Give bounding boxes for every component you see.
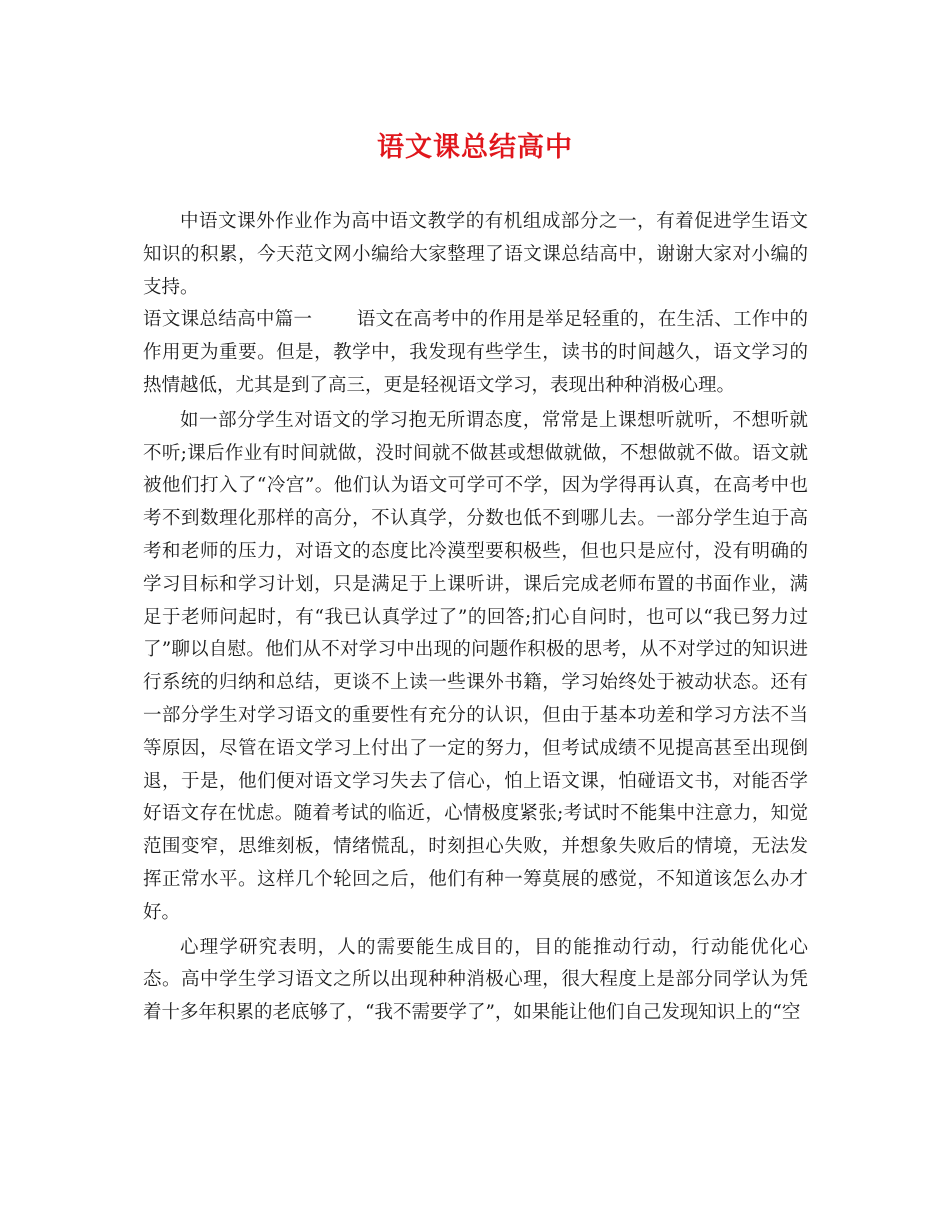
- section-heading: 语文课总结高中篇一: [143, 309, 313, 331]
- paragraph-psychology: 心理学研究表明，人的需要能生成目的，目的能推动行动，行动能优化心态。高中学生学习语文之所以出现种种消极心理，很大程度上是部分同学认为凭着十多年积累的老底够了，“我不需要学了”，如果能让他们自己发现知识上的“空: [143, 936, 808, 1024]
- section-one-text: 语文在高考中的作用是举足轻重的，在生活、工作中的作用更为重要。但是，教学中，我发现有些学生，读书的时间越久，语文学习的热情越低，尤其是到了高三，更是轻视语文学习，表现出种种消极心理。: [143, 309, 808, 396]
- paragraph-attitudes: 如一部分学生对语文的学习抱无所谓态度，常常是上课想听就听，不想听就不听;课后作业有时间就做，没时间就不做甚或想做就做，不想做就不做。语文就被他们打入了“冷宫”。他们认为语文可学可不学，因为学得再认真，在高考中也考不到数理化那样的高分，不认真学，分数也低不到哪儿去。一部分学生迫于高考和老师的压力，对语文的态度比冷漠型要积极些，但也只是应付，没有明确的学习目标和学习计划，只是满足于上课听讲，课后完成老师布置的书面作业，满足于老师问起时，有“我已认真学过了”的回答;扪心自问时，也可以“我已努力过了”聊以自慰。他们从不对学习中出现的问题作积极的思考，从不对学过的知识进行系统的归纳和总结，更谈不上读一些课外书籍，学习始终处于被动状态。还有一部分学生对学习语文的重要性有充分的认识，但由于基本功差和学习方法不当等原因，尽管在语文学习上付出了一定的努力，但考试成绩不见提高甚至出现倒退，于是，他们便对语文学习失去了信心，怕上语文课，怕碰语文书，对能否学好语文存在忧虑。随着考试的临近，心情极度紧张;考试时不能集中注意力，知觉范围变窄，思维刻板，情绪慌乱，时刻担心失败，并想象失败后的情境，无法发挥正常水平。这样几个轮回之后，他们有种一筹莫展的感觉，不知道该怎么办才好。: [143, 409, 808, 923]
- document-body: [143, 206, 808, 1030]
- section-one-paragraph: [143, 304, 808, 402]
- document-title: 语文课总结高中: [377, 132, 573, 163]
- intro-paragraph: 中语文课外作业作为高中语文教学的有机组成部分之一，有着促进学生语文知识的积累，今天范文网小编给大家整理了语文课总结高中，谢谢大家对小编的支持。: [143, 211, 808, 298]
